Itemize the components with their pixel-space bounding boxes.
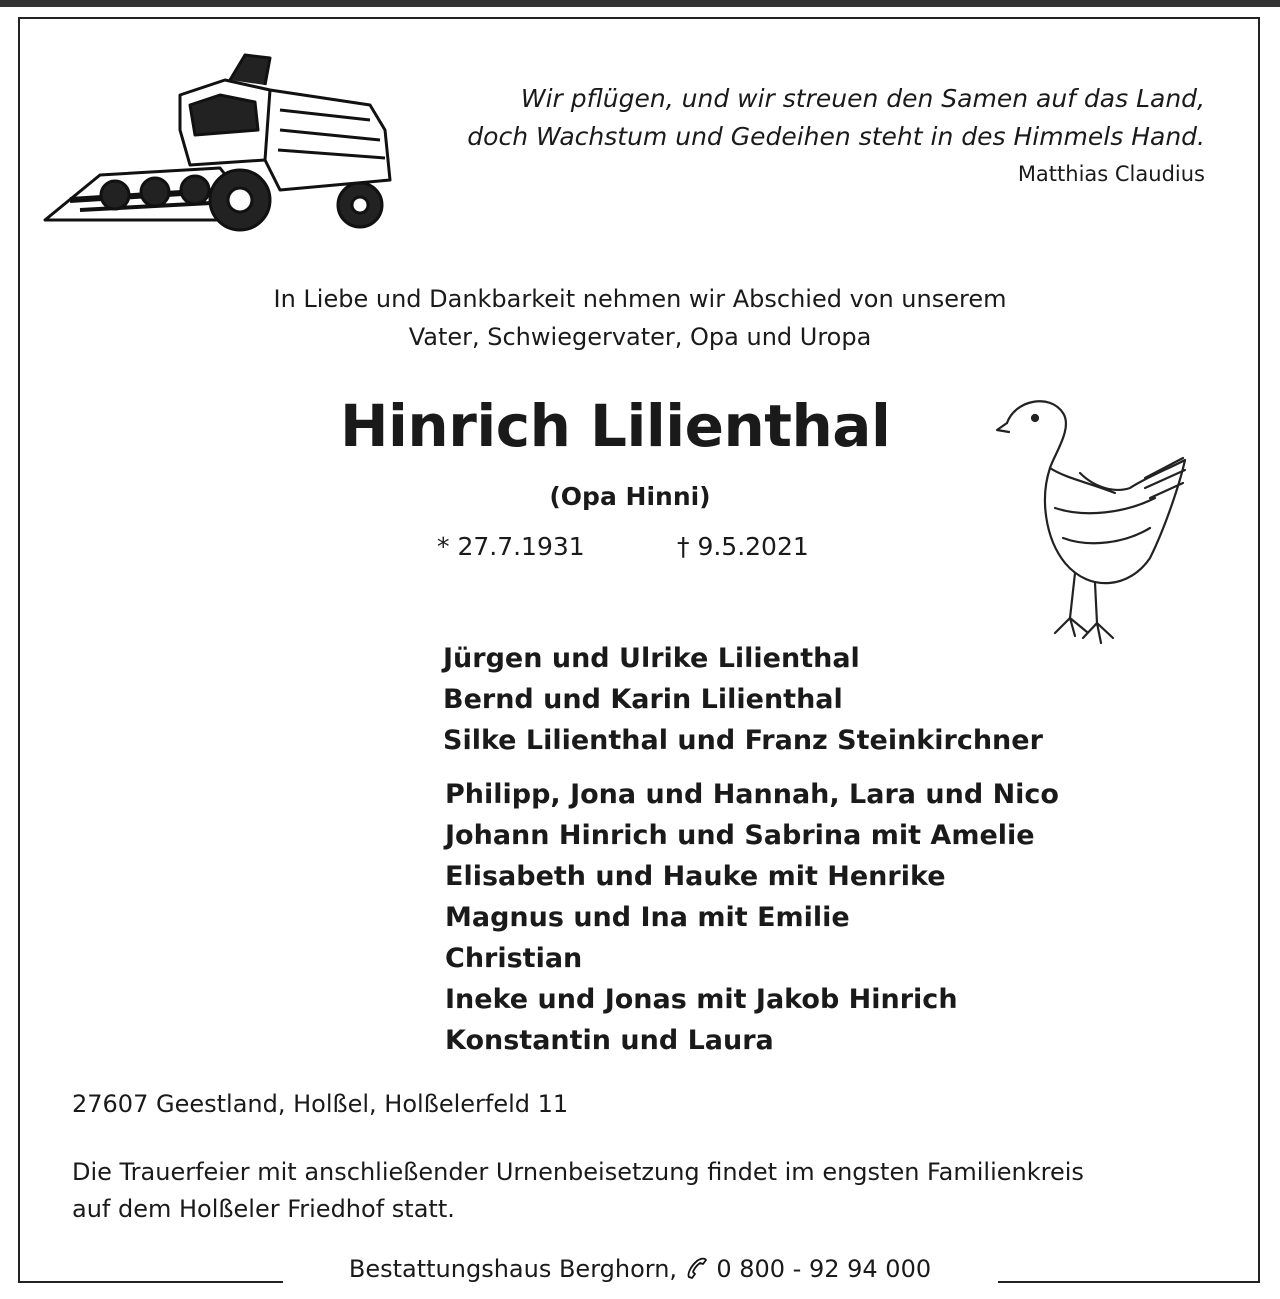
notice-line-1: Die Trauerfeier mit anschließender Urnenbeisetzung findet im engsten Familienkreis <box>72 1158 1084 1186</box>
intro-text <box>0 280 1280 356</box>
deceased-name: Hinrich Lilienthal <box>340 392 891 460</box>
quote-author: Matthias Claudius <box>1017 162 1205 186</box>
undertaker-name: Bestattungshaus Berghorn, <box>348 1255 678 1283</box>
quote-line-2: doch Wachstum und Gedeihen steht in des Himmels Hand. <box>467 122 1205 151</box>
family-member: Jürgen und Ulrike Lilienthal <box>443 643 860 674</box>
family-children-list <box>443 638 1043 761</box>
combine-harvester-icon <box>40 50 420 235</box>
address: 27607 Geestland, Holßel, Holßelerfeld 11 <box>72 1090 569 1118</box>
phone-number: 0 800 - 92 94 000 <box>716 1255 932 1283</box>
family-member: Christian <box>445 943 583 974</box>
family-member: Johann Hinrich und Sabrina mit Amelie <box>445 820 1035 851</box>
family-member: Konstantin und Laura <box>445 1025 774 1056</box>
footer <box>0 1255 1280 1283</box>
quote-line-1: Wir pflügen, und wir streuen den Samen auf das Land, <box>520 84 1205 113</box>
family-member: Philipp, Jona und Hannah, Lara und Nico <box>445 779 1059 810</box>
birth-date: * 27.7.1931 <box>437 532 585 561</box>
family-member: Ineke und Jonas mit Jakob Hinrich <box>445 984 958 1015</box>
death-date: † 9.5.2021 <box>677 532 809 561</box>
intro-line-2: Vater, Schwiegervater, Opa und Uropa <box>408 323 872 351</box>
family-member: Elisabeth und Hauke mit Henrike <box>445 861 946 892</box>
phone-handset-icon <box>685 1256 709 1280</box>
funeral-notice <box>72 1154 1222 1228</box>
deceased-nickname: (Opa Hinni) <box>549 482 711 511</box>
family-member: Silke Lilienthal und Franz Steinkirchner <box>443 725 1043 756</box>
intro-line-1: In Liebe und Dankbarkeit nehmen wir Abschied von unserem <box>273 285 1007 313</box>
pigeon-icon <box>995 388 1195 653</box>
top-bar <box>0 0 1280 7</box>
family-member: Bernd und Karin Lilienthal <box>443 684 843 715</box>
notice-line-2: auf dem Holßeler Friedhof statt. <box>72 1195 455 1223</box>
family-grandchildren-list <box>445 774 1059 1061</box>
family-member: Magnus und Ina mit Emilie <box>445 902 850 933</box>
